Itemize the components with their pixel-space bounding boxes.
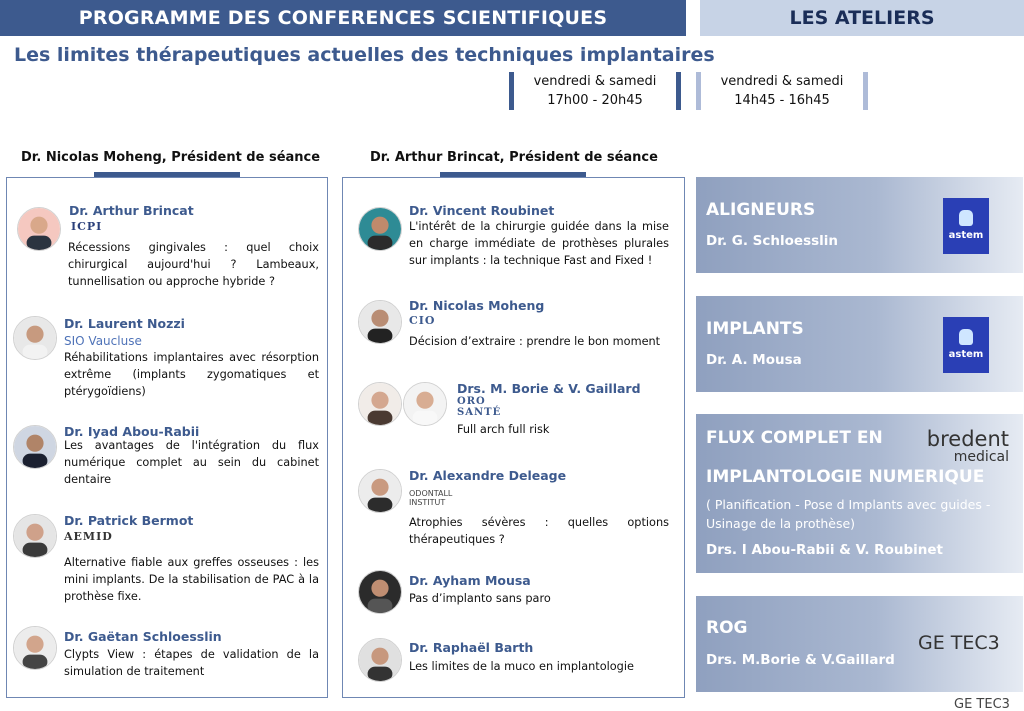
odontall-logo: ODONTALL INSTITUT	[409, 489, 453, 507]
speaker-avatar	[17, 207, 61, 251]
bredent-logo: bredent medical	[926, 427, 1009, 465]
tooth-icon	[959, 210, 973, 226]
talk-description: Atrophies sévères : quelles options thérapeutiques ?	[409, 516, 669, 546]
talk-description: Alternative fiable aux greffes osseuses : les mini implants. De la stabilisation de PAC à la prothèse fixe.	[64, 556, 319, 603]
speaker-avatar	[358, 300, 402, 344]
atelier-doctors: Drs. M.Borie & V.Gaillard	[706, 652, 895, 668]
atelier-doctors: Drs. I Abou-Rabii & V. Roubinet	[706, 542, 943, 558]
sio-logo: SIO Vaucluse	[64, 334, 142, 348]
atelier-doctors: Dr. A. Mousa	[706, 352, 802, 368]
talk-description: Les limites de la muco en implantologie	[409, 660, 634, 673]
page-subtitle: Les limites thérapeutiques actuelles des techniques implantaires	[14, 44, 715, 66]
president-col1: Dr. Nicolas Moheng, Président de séance	[21, 150, 321, 165]
speaker-name: Dr. Nicolas Moheng	[409, 298, 545, 313]
ateliers-schedule	[700, 72, 864, 110]
speaker-avatar	[13, 425, 57, 469]
atelier-title-line2: IMPLANTOLOGIE NUMERIQUE	[706, 467, 985, 487]
talk-description: Récessions gingivales : quel choix chirurgical aujourd'hui ? Lambeaux, tunnellisation ou approche hybride ?	[68, 241, 319, 288]
speaker-name: Dr. Laurent Nozzi	[64, 316, 185, 331]
astem-logo: astem	[943, 198, 989, 254]
atelier-title-line1: FLUX COMPLET EN	[706, 428, 883, 448]
talk-description: Décision d’extraire : prendre le bon moment	[409, 335, 661, 348]
speaker-avatar	[13, 316, 57, 360]
speaker-name: Dr. Ayham Mousa	[409, 573, 531, 588]
talk-description: Les avantages de l'intégration du flux numérique complet au sein du cabinet dentaire	[64, 439, 319, 486]
talk-description: Full arch full risk	[457, 423, 550, 436]
speaker-avatar	[13, 514, 57, 558]
schedule-bar	[509, 72, 514, 110]
speaker-name: Dr. Gaëtan Schloesslin	[64, 629, 222, 644]
speaker-name: Dr. Arthur Brincat	[69, 203, 194, 218]
atelier-title: IMPLANTS	[706, 319, 804, 339]
conference-column-1	[6, 177, 328, 698]
oro-sante-logo: ORO SANTÉ	[457, 396, 502, 418]
atelier-flux-complet	[696, 414, 1023, 573]
speaker-name: Dr. Raphaël Barth	[409, 640, 534, 655]
atelier-note: ( Planification - Pose d Implants avec guides - Usinage de la prothèse)	[706, 497, 991, 531]
conferences-days: vendredi & samedi	[533, 74, 657, 89]
getec-logo: GE TEC3	[918, 632, 1000, 654]
atelier-implants	[696, 296, 1023, 392]
programme-header: PROGRAMME DES CONFERENCES SCIENTIFIQUES	[0, 0, 686, 36]
speaker-name: Dr. Alexandre Deleage	[409, 468, 567, 483]
speaker-avatar	[358, 638, 402, 682]
talk-description: Réhabilitations implantaires avec résorption extrême (implants zygomatiques et ptérygoïdiens)	[64, 351, 319, 398]
conference-column-2	[342, 177, 685, 698]
conferences-time: 17h00 - 20h45	[547, 93, 643, 108]
talk-description: L'intérêt de la chirurgie guidée dans la mise en charge immédiate de prothèses plurales sur implants : la technique Fast and Fixed !	[409, 220, 669, 267]
cio-logo: CIO	[409, 314, 436, 327]
schedule-bar	[676, 72, 681, 110]
atelier-title: ROG	[706, 618, 748, 638]
icpi-logo: ICPI	[71, 220, 103, 233]
talk-description: Clypts View : étapes de validation de la simulation de traitement	[64, 648, 319, 678]
conferences-schedule	[514, 72, 676, 110]
speaker-name: Dr. Patrick Bermot	[64, 513, 194, 528]
ateliers-time: 14h45 - 16h45	[734, 93, 830, 108]
atelier-aligneurs	[696, 177, 1023, 273]
president-col2: Dr. Arthur Brincat, Président de séance	[370, 150, 658, 165]
speaker-name: Dr. Vincent Roubinet	[409, 203, 555, 218]
atelier-doctors: Dr. G. Schloesslin	[706, 233, 839, 249]
schedule-bar	[696, 72, 701, 110]
schedule-bar	[863, 72, 868, 110]
speaker-avatar	[13, 626, 57, 670]
speaker-avatar	[403, 382, 447, 426]
aemid-logo: AEMID	[64, 530, 113, 543]
speaker-avatar	[358, 469, 402, 513]
footer-getec-logo: GE TEC3	[954, 697, 1010, 711]
speaker-name: Drs. M. Borie & V. Gaillard	[457, 381, 641, 396]
speaker-avatar	[358, 207, 402, 251]
talk-description: Pas d’implanto sans paro	[409, 592, 551, 605]
ateliers-header: LES ATELIERS	[700, 0, 1024, 36]
speaker-avatar	[358, 570, 402, 614]
speaker-avatar	[358, 382, 402, 426]
speaker-name: Dr. Iyad Abou-Rabii	[64, 424, 200, 439]
astem-logo: astem	[943, 317, 989, 373]
tooth-icon	[959, 329, 973, 345]
ateliers-days: vendredi & samedi	[720, 74, 844, 89]
atelier-rog	[696, 596, 1023, 692]
atelier-title: ALIGNEURS	[706, 200, 816, 220]
